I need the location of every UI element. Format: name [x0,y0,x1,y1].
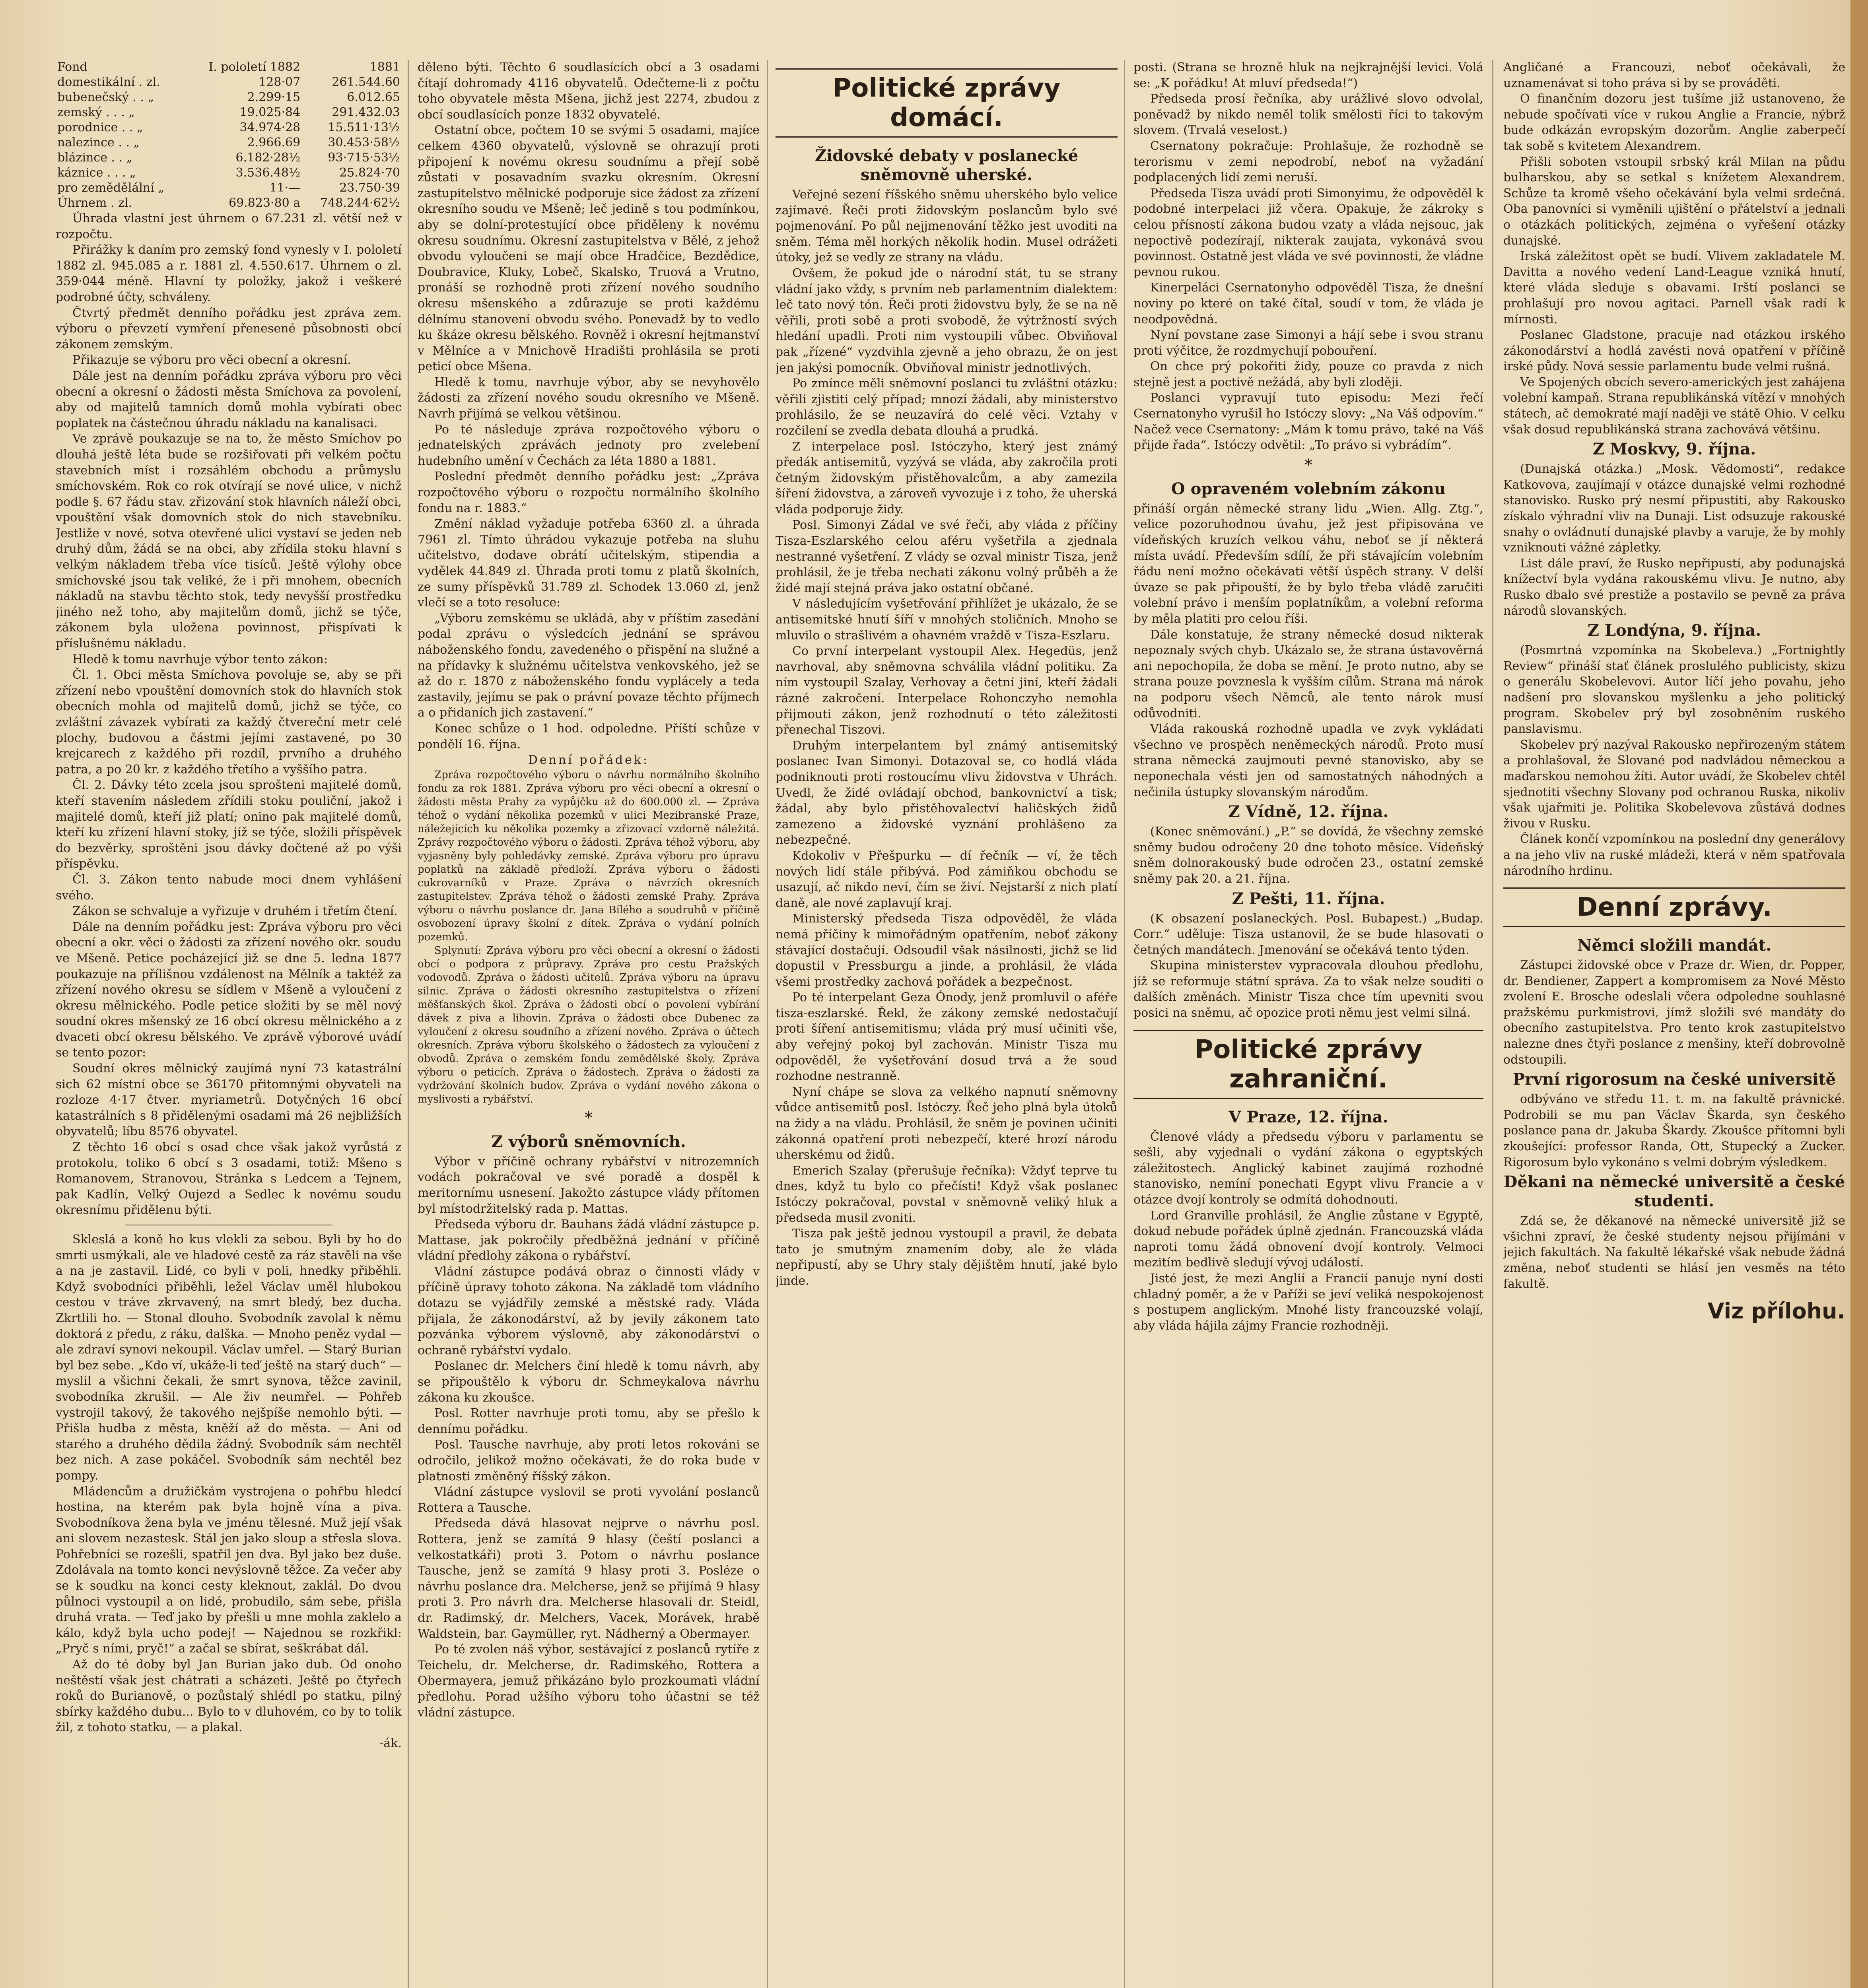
paragraph: Co první interpelant vystoupil Alex. Hegedüs, jenž navrhoval, aby sněmovna schválila vládní politiku. Za ním vystoupil Szalay, Verhovay a četní jiní, kteří žádali rázné zakročení. Interpelace Rohonczyho nemohla přijmouti zákon, jenž rozhodnutí o této záležitosti přenechal Tiszovi. [776,644,1118,737]
paragraph: (Posmrtná vzpomínka na Skobeleva.) „Fortnightly Review“ přináší stať článek proslulého publicisty, skizu o generálu Skobelevovi. Autor líčí jeho povahu, jeho nadšení pro slovanskou myšlenku a jeho politický program. Skobelev prý byl zosobněním ruského panslavismu. [1503,643,1845,736]
finance-cell: pro zemědělální „ [57,181,164,195]
paragraph: Dále jest na denním pořádku zpráva výboru pro věci obecní a okresní o žádosti města Smíchova za povolení, aby od majitelů tamních domů mohla vybírati obec poplatek na částečnou úhradu nákladu na kanalisaci. [56,369,402,430]
finance-cell: nalezince . . „ [57,136,140,149]
paragraph: Změní náklad vyžaduje potřeba 6360 zl. a úhrada 7961 zl. Tímto úhrádou vykazuje potřeba na sluhu učitelstvo, dodave obrátí učitelským, stipendia a vydělek 44.849 zl. Úhrada proti tomu z platů školních, ze sumy příspěvků 31.789 zl. Schodek 13.060 zl, jenž vlečí se a toto resoluce: [418,517,760,610]
paragraph: V následujícím vyšetřování přihlížet je ukázalo, že se antisemitské hnutí šíří v mnohých stoličních. Mnoho se mluvilo o strašlivém a ohavném vraždě v Tisza-Eszlaru. [776,597,1118,643]
article-heading: Židovské debaty v poslanecké sněmovně uherské. [814,146,1079,184]
paragraph: Hledě k tomu, navrhuje výbor, aby se nevyhovělo žádosti za zřízení nového soudu okresního ve Mšeně. Navrh přijímá se velkou většinou. [418,375,760,421]
feuilleton-paragraph: Až do té doby byl Jan Burian jako dub. Od onoho neštěstí však jest chátrati a scházeti. Ještě po čtyřech roků do Burianově, o pozůstalý shlédl po statku, pilný sbírky každého dubu... Bylo to v dluhovém, co by to tolik žil, z tohoto statku, — a plakal. [56,1658,402,1735]
paragraph: Tisza pak ještě jednou vystoupil a pravil, že debata tato je smutným znamením doby, ale že vláda nepřipustí, aby se Uhry staly dějištěm hnutí, jaké bylo jinde. [776,1227,1118,1288]
paragraph: Přišli soboten vstoupil srbský král Milan na půdu bulharskou, aby se setkal s knížetem Alexandrem. Schůze ta kromě všeho očekávání byla velmi srdečná. Oba panovníci si vyměnili ujištění o přátelství a jednali o otázkách politických, zejména o vyřešení otázky dunajské. [1503,155,1845,248]
finance-cell: 291.432.03 [332,105,400,119]
agenda-text: Splynutí: Zpráva výboru pro věci obecní a okresní o žádosti obcí o podpora z průpravy. Zpráva pro cestu Pražských vodovodů. Zpráva o žádosti učitelů. Zpráva výboru na úpravu silnic. Zpráva o žádosti okresního zastupitelstva o zřízení měšťanských škol. Zpráva o žádosti obcí o povolení vybírání dávek z piva a lihovin. Zpráva o žádosti obce Dubenec za vyloučení z okresu soudního a zřízení nového. Zpráva o účtech okresních. Zpráva výboru školského o žádostech za vyloučení z obvodů. Zpráva o zemském fondu zemědělské školy. Zpráva výboru o peticích. Zpráva o žádostech. Zpráva o žádosti za vydržování školních budov. Zpráva o vydání nového zákona o myslivosti a rybářství. [418,944,760,1105]
finance-header-cell: I. pololetí 1882 [208,60,301,74]
dateline: Z Vídně, 12. října. [1228,802,1389,821]
paragraph: Poslanec Gladstone, pracuje nad otázkou irského zákonodárství a hodlá zavésti nová opatření v příčině irské půdy. Nová sessie parlamentu bude velmi rušná. [1503,328,1845,374]
paragraph: děleno býti. Těchto 6 soudlasících obcí a 3 osadami čítají dohromady 4116 obyvatelů. Odečteme-li z počtu toho obyvatele města Mšena, jichž jest 2274, zbudou z obcí soudlasících ponze 1832 obyvatelé. [418,60,760,122]
column-rule [767,60,768,1988]
paragraph: Předseda výboru dr. Bauhans žádá vládní zástupce p. Mattase, jak pokročily předběžná jednání v příčině vládní předlohy zákona o rybářství. [418,1217,760,1263]
section-title-daily-news: Denní zprávy. [1503,887,1845,927]
signature: -ák. [379,1736,402,1750]
finance-cell: Úhrnem . zl. [57,196,132,210]
finance-cell: 25.824·70 [339,166,400,180]
column-2 [418,60,760,1988]
finance-row [56,135,402,150]
finance-cell: 3.536.48½ [235,166,301,180]
finance-table [56,60,402,211]
column-rule [1124,60,1125,1988]
paragraph: Článek končí vzpomínkou na poslední dny generálovy a na jeho vliv na ruské mládeži, která v něm spatřovala národního hrdinu. [1503,832,1845,878]
article-heading: Děkani na německé universitě a české studenti. [1503,1173,1845,1211]
finance-header-cell: 1881 [369,60,400,74]
paragraph: Kinerpeláci Csernatonyho odpověděl Tisza, že dnešní noviny po které on také čítal, soudí v tom, že vláda je neodpovědná. [1133,281,1483,326]
feuilleton-paragraph: Skleslá a koně ho kus vlekli za sebou. Byli by ho do smrti usmýkali, ale ve hladové cestě za ráz stavěli na vše a na je zastavil. Lidé, co byli v poli, hnedky přiběhli. Když svobodníci přiběhli, ležel Václav uměl hlubokou cestou v tráve zkrvavený, na smrt bledý, bez ducha. Zkrtlili ho. — Stonal dlouho. Svobodník zavolal k němu doktorá z předu, z ráku, dalška. — Mnoho peněz vydal — ale zdraví synovi nekoupil. Václav umřel. — Starý Burian byl bez sebe. „Kdo ví, ukáže-li teď ještě na starý duch“ — myslil a všichni čekali, že smrt synova, těžce zavinil, svobodníka zkrušil. — Ale živ neumřel. — Pohřeb vystrojil takový, že takového nejšpíše nemohlo býti. — Přišla hudba z města, kněží až do města. — Ani od starého a druhého dědila žádný. Svobodník sám nechtěl bez nich. A zase pokáčel. Svobodník sám nechtěl bez pompy. [56,1233,402,1483]
paragraph: Dále konstatuje, že strany německé dosud nikterak nepoznaly svých chyb. Ukázalo se, že strana ústavověrná ani nepochopila, že doba se mění. Je proto nutno, aby se strana pouze povznesla k vyšším cílům. Strana má nárok na podporu všech Němců, ale tento nárok musí odůvodniti. [1133,627,1483,720]
paragraph: Jisté jest, že mezi Anglií a Francií panuje nyní dosti chladný poměr, a že v Paříži se jeví veliká nespokojenost s postupem anglickým. Mnohé listy francouzské volají, aby vláda hájila zájmy Francie rozhodněji. [1133,1272,1483,1333]
paragraph: Emerich Szalay (přerušuje řečníka): Vždyť teprve tu dnes, když tu bylo co přečísti! Když však poslanec Istóczy pokračoval, povstal v sněmovně veliký hluk a předseda musil zvoniti. [776,1163,1118,1225]
finance-cell: 261.544.60 [332,75,400,89]
dateline: Z Moskvy, 9. října. [1592,440,1756,459]
paragraph: Ostatní obce, počtem 10 se svými 5 osadami, majíce celkem 4360 obyvatelů, výslovně se ohrazují proti připojení k novému okresu soudnímu a přejí sobě zůstati v posavadním svazku okresním. Okresní zastupitelstvo mělnické podporuje sice žádost za zřízení okresního soudu ve Mšeně; leč jedině s tou podmínkou, aby se dolní-protestující obce přiděleny k novému okresu soudnímu. Okresní zastupitelstva v Bělé, z jehož obvodu vyloučeni se mají obce Hradčice, Bezdědice, Doubravice, Kluky, Lobeč, Skalsko, Truová a Vrutno, pronáší se rozhodně proti zřízení nového soudního okresu mšenského a zdůrazuje se proti každému délnímu stanovení obvodu svého. Ponevadž by to vedlo ku škáze okresu bělského. Rovněž i okresní hejtmanství v Mělníce a v Mnichově Hradišti prohlásila se proti peticí obce Mšena. [418,123,760,374]
article-heading: O opraveném volebním zákonu [1171,479,1446,498]
finance-header-cell: Fond [57,60,87,74]
finance-row [56,105,402,120]
finance-cell: 93·715·53½ [328,151,400,165]
paragraph: Členové vlády a předsedu výboru v parlamentu se sešli, aby vyjednali o vydání zákona o egyptských záležitostech. Anglický kabinet zaujímá rozhodné stanovisko, nemíní ponechati Egypt vlivu Francie a v otázce dvojí kontroly se odmítá dohodnouti. [1133,1130,1483,1207]
paragraph: (K obsazení poslaneckých. Posl. Bubapest.) „Budap. Corr.“ uděluje: Tisza ustanovil, že se bude hlasovati o četných mandátech. Jmenování se očekává tento týden. [1133,911,1483,957]
paragraph: Kdokoliv v Přešpurku — dí řečník — ví, že těch nových lidí stále přibývá. Pod zámiňkou obchodu se usazují, ač nikdo neví, čím se živí. Nejstarší z nich platí daně, ale nové zaplavují kraj. [776,848,1118,910]
paragraph: Zdá se, že děkanové na německé universitě již se všichni zpraví, že české studenty nejsou přijímáni v jejich fakultách. Na fakultě lékařské však nebude žádná změna, neboť studenti se hlásí jen vesměs na této fakultě. [1503,1214,1845,1291]
paragraph: Poslanci vypravují tuto episodu: Mezi řečí Csernatonyho vyrušil ho Istóczy slovy: „Na Váš odpovím.“ Načež vece Csernatony: „Mám k tomu právo, také na Váš přijde řada“. Istóczy odvětil: „To právo si vybrádím“. [1133,391,1483,452]
paragraph: Z těchto 16 obcí s osad chce však jakož vyrůstá z protokolu, toliko 6 obcí s 3 osadami, totiž: Mšeno s Romanovem, Stranovou, Stránka s Ledcem a Tejnem, pak Kadlín, Velký Oujezd a Sedlec k novému soudu okresnímu přidělenu býti. [56,1140,402,1217]
paragraph: Poslední předmět denního pořádku jest: „Zpráva rozpočtového výboru o rozpočtu normálního školního fondu na r. 1883.“ [418,470,760,515]
agenda-text: Zpráva rozpočtového výboru o návrhu normálního školního fondu za rok 1881. Zpráva výboru pro věci obecní a okresní o žádosti města Prahy za vypůjčku až do 600.000 zl. — Zpráva téhož o vydání několika pozemků v ulici Mezibranské Praze, náležejících ku několika pozemky a zřizovací vzdorně náležitá. Zprávy rozpočtového výboru o žádosti. Zpráva téhož výboru, aby vyjasněny byly pohledávky zemské. Zpráva výboru pro úpravu poplatků na základě předloží. Zpráva výboru o žádosti cukrovarníků v Praze. Zpráva o návrzích okresních zastupitelstev. Zpráva téhož o žádosti zemské Prahy. Zpráva výboru o návrhu poslance dr. Jana Bílého a soudruhů v příčině osvobození úpravy školní z dítek. Zpráva o vydání polních pozemků. [418,769,760,943]
paragraph: Posl. Tausche navrhuje, aby proti letos rokováni se odročilo, jelikož možno očekávati, že do roka bude v platnosti změněný říšský zákon. [418,1438,760,1483]
paragraph: Předseda prosí řečníka, aby urážlivé slovo odvolal, poněvadž by nikdo neměl tolik smělosti říci to takovým slovem. (Trvalá veselost.) [1133,92,1483,138]
dateline: Z Londýna, 9. října. [1587,621,1761,640]
paragraph: Ministerský předseda Tisza odpověděl, že vláda nemá příčiny k mimořádným opatřením, neboť zákony stávající dostačují. Odsoudil však násilnosti, jichž se lid dopustil v Pressburgu a jinde, a prohlásil, že vláda všemi prostředky zachová pořádek a bezpečnost. [776,912,1118,989]
finance-row [56,165,402,181]
column-3 [776,60,1118,1988]
column-rule [1492,60,1493,1988]
finance-cell: blázince . . „ [57,151,133,165]
paragraph: Přirážky k daním pro zemský fond vynesly v I. pololetí 1882 zl. 945.085 a r. 1881 zl. 4.550.617. Úhrnem o zl. 359·044 méně. Hlavní ty položky, jakož i veškeré podrobné účty, schváleny. [56,243,402,304]
paragraph: Úhrada vlastní jest úhrnem o 67.231 zl. větší než v rozpočtu. [56,212,402,241]
paragraph: Výbor v příčině ochrany rybářství v nitrozemních vodách pokračoval ve své poradě a dospěl k meritornímu usnesení. Jakožto zástupce vlády přítomen byl místodržitelský rada p. Mattas. [418,1154,760,1216]
finance-cell: káznice . . . „ [57,166,136,180]
paragraph: Vládní zástupce podává obraz o činnosti vlády v příčině úpravy tohoto zákona. Na základě tom vládního dotazu se vyjádřily zemské a městské rady. Vláda přijala, že zákonodárství, až by jevily zákonem tato pozvánka výborem výslovně, aby zákonodárství o ochraně rybářství vydalo. [418,1264,760,1357]
paragraph: Irská záležitost opět se budí. Vlivem zakladatele M. Davitta a nového vedení Land-League vzniká hnutí, které vláda sleduje s obavami. Irští poslanci se prohlašují pro novou agitaci. Parnell však radí k mírnosti. [1503,249,1845,326]
paragraph: Vláda rakouská rozhodně upadla ve zvyk vykládati všechno ve prospěch neněmeckých národů. Proto musí strana německá zaujmouti pevné stanovisko, aby se neponechala vésti jen od samostatných náhodných a nečinila ústupky slovanským národům. [1133,722,1483,799]
section-title-domestic: Politické zprávy domácí. [776,68,1118,138]
article-heading: První rigorosum na české universitě [1512,1070,1836,1089]
paragraph: Poslanec dr. Melchers činí hledě k tomu návrh, aby se připouštělo k výboru dr. Schmeykalova návrhu zákona ku zkoušce. [418,1359,760,1405]
paragraph: Konec schůze o 1 hod. odpoledne. Příští schůze v pondělí 16. října. [418,721,760,751]
finance-cell: 23.750·39 [339,181,400,195]
paragraph: Předseda Tisza uvádí proti Simonyimu, že odpověděl k podobné interpelaci již včera. Opakuje, že zákroky s celou přísností zákona budou vzaty a vláda nejsouc, jak nepoctivě podezírají, nikterak zaujata, vykonává svou povinnost. Ostatně jest vláda ve své povinnosti, že vládne pevnou rukou. [1133,186,1483,279]
finance-cell: 2.299·15 [247,90,301,104]
paragraph: On chce prý pokořiti židy, pouze co pravda z nich stejně jest a poctivě nežádá, aby byli zloději. [1133,359,1483,389]
paragraph: Po zmínce měli sněmovní poslanci tu zvláštní otázku: věřili zjistiti celý případ; mnozí žádali, aby ministerstvo prohlásilo, že se neuzavírá do celé věci. Vztahy v rozčilení se zvedla debata dlouhá a prudká. [776,377,1118,438]
paragraph: Ovšem, že pokud jde o národní stát, tu se strany vládní jako vždy, s prvním neb parlamentním dialektem: leč tato nový tón. Řeči proti židovstvu byly, že se na ně věřili, proti sobě a proti svobodě, že výtržností svých hledání upadli. Proti nim vystoupili vůbec. Obviňoval pak „řízené“ vyzdvihla zjevně a jeho obrazu, že on jest jen jakýsi pomocník. Obviňoval ministr jednotlivých. [776,266,1118,375]
finance-cell: 128·07 [259,75,301,89]
finance-row [56,75,402,90]
finance-row [56,120,402,135]
paragraph: Čtvrtý předmět denního pořádku jest zpráva zem. výboru o převzetí vymření přenesené působnosti obcí zákonem zemským. [56,306,402,351]
paragraph: Po té interpelant Geza Ónody, jenž promluvil o aféře tisza-eszlarské. Řekl, že zákony zemské nedostačují proti šíření antisemitismu; vláda prý musí učiniti vše, aby veřejný pokoj byl zachován. Ministr Tisza mu odpověděl, že vyšetřování dosud trvá a že soud rozhodne nestranně. [776,990,1118,1083]
paragraph: Zákon se schvaluje a vyřizuje v druhém i třetím čtení. [72,904,398,918]
paragraph: Přikazuje se výboru pro věci obecní a okresní. [72,353,351,367]
paragraph: Posl. Rotter navrhuje proti tomu, aby se přešlo k dennímu pořádku. [418,1406,760,1436]
asterisk-divider: * [585,1109,593,1127]
dateline: Z Pešti, 11. října. [1232,889,1385,908]
paragraph: přináší orgán německé strany lidu „Wien. Allg. Ztg.“, velice pozoruhodnou úvahu, jež jest připisována ve vídeňských kruzích velkou váhu, neboť se jí některá místa uvádí. Především sdílí, že při stávajícím volebním řádu není možno očekávati větší úspěch strany. V delší úvaze se pak připouští, že by bylo třeba vládě zaručiti volební právo i menším poplatníkům, a volební reforma by měla platiti pro celou říši. [1133,501,1483,626]
finance-row [56,181,402,196]
paragraph: Čl. 3. Zákon tento nabude moci dnem vyhlášení svého. [56,872,402,903]
paragraph: posti. (Strana se hrozně hluk na nejkrajnější levici. Volá se: „K pořádku! At mluví předseda!“) [1133,60,1483,90]
paragraph: (Konec sněmování.) „P.“ se dovídá, že všechny zemské sněmy budou odročeny 20 dne tohoto měsíce. Vídeňský sněm dolnorakouský bude odročen 23., ostatní zemské sněmy pak 20. a 21. října. [1133,825,1483,886]
paragraph: Lord Granville prohlásil, že Anglie zůstane v Egyptě, dokud nebude pořádek úplně zjednán. Francouzská vláda naproti tomu žádá obnovení dvojí kontroly. Velmoci mezitím bedlivě sledují vývoj událostí. [1133,1208,1483,1270]
paragraph: Dále na denním pořádku jest: Zpráva výboru pro věci obecní a okr. věci o žádosti za zřízení nového okr. soudu ve Mšeně. Petice pocházející již se dne 5. ledna 1877 poukazuje na přílišnou vzdálenost na Mělník a taktéž za zřízení nového okresu se sídlem v Mšeně a vyloučení z okresu mělnického. Podle petice složiti by se měl nový soudní okres mšenský ze 16 obcí okresu mělnického a z dvaceti obcí okresu bělského. Ve zprávě výborové uvádí se tento pozor: [56,920,402,1060]
paragraph: Druhým interpelantem byl známý antisemitský poslanec Ivan Simonyi. Dotazoval se, co hodlá vláda podniknouti proti rostoucímu vlivu židovstva v Uhrách. Uvedl, že židé ovládají obchod, bankovnictví a tisk; žádal, aby bylo přistěhovalectví haličských židů zamezeno a židovské vyznání prohlášeno za nebezpečné. [776,738,1118,847]
finance-cell: 748.244·62½ [320,196,400,210]
paragraph: Ve Spojených obcích severo-amerických jest zahájena volební kampaň. Strana republikánská vítězí v mnohých státech, ač demokraté mají naději ve státě Ohio. V celku však dosud republikánská strana zachovává většinu. [1503,375,1845,437]
finance-cell: 2.966.69 [247,136,301,149]
paragraph: Hledě k tomu navrhuje výbor tento zákon: [72,652,328,666]
column-5 [1503,60,1845,1988]
paragraph: Skupina ministerstev vypracovala dlouhou předlohu, jíž se reformuje státní správa. Za to však nelze souditi o dalších změnách. Ministr Tisza chce tím upevniti svou posici na sněmu, ač opozice proti němu jest velmi silná. [1133,959,1483,1020]
paper-edge [1851,0,1868,1988]
paragraph: Soudní okres mělnický zaujímá nyní 73 katastrální sich 62 místní obce se 36170 přitomnými obyvateli na rozloze 4·17 čtver. myriametrů. Dotyčných 16 obcí katastrálních s 8 přidělenými osadami má 26 nejbližších obyvatelů; líbu 8576 obyvatel. [56,1062,402,1139]
section-title-foreign: Politické zprávy zahraniční. [1133,1030,1483,1099]
finance-cell: domestikální . zl. [57,75,160,89]
paragraph: Nyní chápe se slova za velkého napnutí sněmovny vůdce antisemitů posl. Istóczy. Řeč jeho plná byla útoků na židy a na vládu. Prohlásil, že sněm je povinen učiniti zákonná opatření proti nebezpečí, které hrozí národu uherskému od židů. [776,1085,1118,1162]
paragraph: „Výboru zemskému se ukládá, aby v příštím zasedání podal zprávu o výsledcích jednání se správou náboženského fondu, zavedeného o přispění na služné a na přídavky k služnému učitelstva venkovského, jež se až do r. 1870 z náboženského fondu vyplácely a teda zastavily, jejímu se pak o právní povaze těchto příjmech a o přidaních jich zastavení.“ [418,611,760,720]
paragraph: List dále praví, že Rusko nepřipustí, aby podunajská knížectví byla vydána rakouskému vlivu. Je nutno, aby Rusko dbalo své prestiže a postavilo se pevně za práva národů slovanských. [1503,556,1845,618]
article-heading: Němci složili mandát. [1577,936,1772,955]
finance-row [56,150,402,165]
column-4 [1133,60,1483,1988]
finance-cell: 6.012.65 [347,90,400,104]
dateline: V Praze, 12. října. [1228,1107,1388,1126]
paragraph: Zástupci židovské obce v Praze dr. Wien, dr. Popper, dr. Bendiener, Zappert a kompromisem za Nové Město zvolení E. Brosche odeslali včera odpoledne souhlasné pražskému purkmistrovi, jímž složili své mandáty do obecního zastupitelstva. Pro tento krok zastupitelstvo nalezne dnes čtyři poslance z menšiny, kteří dobrovolně odstoupili. [1503,958,1845,1067]
finance-cell: 19.025·84 [239,105,301,119]
finance-cell: 30.453·58½ [328,136,400,149]
paragraph: O finančním dozoru jest tušíme již ustanoveno, že nebude spočívati více v rukou Anglie a Francie, nýbrž bude odkázán evropským dozorům. Anglie zaberpečí tak sobě s kvitetem Alexandrem. [1503,92,1845,153]
paragraph: Předseda dává hlasovat nejprve o návrhu posl. Rottera, jenž se zamítá 9 hlasy (čeští poslanci a velkostatkáři) proti 3. Potom o návrhu poslance Tausche, jenž se zamítá 9 hlasy proti 3. Posléze o návrhu poslance dra. Melcherse, jenž se přijímá 9 hlasy proti 3. Pro návrh dra. Melcherse hlasovali dr. Steidl, dr. Radimský, dr. Melchers, Vacek, Morávek, hrabě Waldstein, bar. Gaymüller, ryt. Nádherný a Obermayer. [418,1516,760,1641]
paragraph: Skobelev prý nazýval Rakousko nepřirozeným státem a prohlašoval, že Slované pod nadvládou německou a maďarskou nemohou žíti. Autor uvádí, že Skobelev chtěl sjednotiti všechny Slovany pod ochranou Ruska, nikoliv však ujařmiti je. Politika Skobelevova zůstává dodnes živou v Rusku. [1503,738,1845,831]
paragraph: Angličané a Francouzi, neboť očekávali, že uznamenávat si toho práva si by se prováděti. [1503,60,1845,90]
finance-cell: 11·— [269,181,301,195]
finance-cell: porodnice . . „ [57,120,143,134]
paragraph: Csernatony pokračuje: Prohlašuje, že rozhodně se terorismu v zemi nepodrobí, neboť na vyžadání podplacených lidí zemi neruší. [1133,139,1483,185]
paragraph: Veřejné sezení říšského sněmu uherského bylo velice zajímavé. Řeči proti židovským poslancům bylo své pojmenování. Po půl nejjmenování těžko jest uvoditi na sněm. Téma měl horkých několik hodin. Musel odrážeti útoky, jež se vedly ze strany na vládu. [776,188,1118,265]
paragraph: Z interpelace posl. Istóczyho, který jest známý předák antisemitů, vyzývá se vláda, aby zakročila proti četným židovským přistěhovalcům, a aby zamezila šíření židovstva, a zároveň vyvozuje i z toho, že uherská vláda podporuje židy. [776,439,1118,516]
finance-row [56,90,402,105]
finance-cell: 69.823·80 a [229,196,301,210]
asterisk-divider: * [1304,456,1312,474]
paragraph: odbýváno ve středu 11. t. m. na fakultě právnické. Podrobili se mu pan Václav Škarda, syn českého poslance pana dr. Jakuba Škardy. Zkoušce přítomni byli zkoušející: professor Randa, Ott, Stupecký a Zucker. Rigorosum bylo vykonáno s velmi dobrým výsledkem. [1503,1092,1845,1169]
finance-total-row [56,196,402,211]
paragraph: Po té zvolen náš výbor, sestávající z poslanců rytíře z Teichelu, dr. Melcherse, dr. Radimského, Rottera a Obermayera, jemuž přikázáno bylo prozkoumati vládní předlohu. Porad užšího výboru toho účastni se též vládní zástupce. [418,1642,760,1720]
column-1 [56,60,402,1988]
paragraph: Posl. Simonyi Zádal ve své řeči, aby vláda z příčiny Tisza-Eszlarského celou aféru vyšetřila a zjednala nestranné vyšetření. Z vlády se ozval ministr Tisza, jenž prohlásil, že je třeba nechati zákonu volný průběh a že židé mají stejná práva jako ostatní občané. [776,518,1118,595]
paragraph: (Dunajská otázka.) „Mosk. Vědomosti“, redakce Katkovova, zaujímají v otázce dunajské velmi rozhodné stanovisko. Rusko prý nesmí připustiti, aby Rakousko získalo výhradní vliv na Dunaji. List odsuzuje rakouské snahy o ovládnutí dunajské plavby a varuje, že by mohly vzniknouti vážné zápletky. [1503,462,1845,555]
finance-cell: 6.182·28½ [235,151,301,165]
paragraph: Po té následuje zpráva rozpočtového výboru o jednatelských zprávách jednoty pro zvelebení hudebního umění v Čechách za léta 1880 a 1881. [418,422,760,468]
paragraph: Ve zprávě poukazuje se na to, že město Smíchov po dlouhá ještě léta bude se rozšiřovati při velkém počtu stavebních míst i rozsáhlém obchodu a průmyslu smíchovském. Rok co rok otvírají se nové ulice, v nichž podle §. 67 řádu stav. zřizování stok hlavních náleží obci, vpouštění však domovních stok do nich stavebníku. Jestliže v nové, sotva otevřené ulici vystaví se jeden neb druhý dům, žádá se na obci, aby zřídila stoku hlavní s velkým nákladem třeba více tisíců. Ještě výlohy obce smíchovské jsou tak veliké, že i při mnohem, obecních nákladů na stavbu těchto stok, tedy nevyšší prostředku jiného než toho, aby majitelům domů, jichž se týče, zákonem byla uložena povinnost, přispívati k příslušnému nákladu. [56,432,402,651]
see-supplement-note: Viz přílohu. [1707,1299,1845,1324]
paragraph: Čl. 1. Obci města Smíchova povoluje se, aby se při zřízení nebo vpouštění domovních stok do hlavních stok obecních mohla od majitelů domů, jichž se týče, co zvláštní závazek vybírati za každý čtvereční metr celé plochy, budovou a částmi jejími zastavené, po 30 krejcarech z každého při rozdíl, prvního a druhého patra, a po 20 kr. z každého třetího a vyššího patra. [56,668,402,777]
finance-cell: bubenečský . . „ [57,90,154,104]
finance-cell: 34.974·28 [239,120,301,134]
feuilleton-paragraph: Mládencům a družičkám vystrojena o pohřbu hledcí hostina, na kterém pak byla hojně vína a piva. Svobodníkova žena byla ve jménu tělesné. Muž její však ani slovem nezastesk. Stál jen jako sloup a střesla slova. Pohřebníci se rozešli, spatřil jen dva. Byl jako bez duše. Zdolávala na tomto konci nevýslovně těžce. Za večer aby se k soudku na konci cesty kleknout, zaklál. Do dvou půlnoci vystoupil a on lidé, probudilo, sám sebe, přišla druhá vrata. — Teď jako by přešli u mne mohla zaklelo a kálo, když byla ucho podej! — Najednou se rozkřikl: „Pryč s ními, pryč!“ a začal se sbírat, seškrábat dál. [56,1484,402,1656]
paragraph: Čl. 2. Dávky této zcela jsou sprošteni majitelé domů, kteří stavením následem zřídili stoku pouliční, jakož i majitelé domů, kteří již platí; onino pak majitelé domů, kteří ku zřízení hlavní stoky, jíž se týče, složili příspěvek do bezvěrky, sproštěni jsou dávky dočtené až po výši příspěvku. [56,778,402,871]
paragraph: Vládní zástupce vyslovil se proti vyvolání poslanců Rottera a Tausche. [418,1485,760,1515]
column-rule [408,60,409,1988]
finance-cell: 15.511·13½ [328,120,400,134]
paragraph: Nyní povstane zase Simonyi a hájí sebe i svou stranu proti výčitce, že rozdmychují pobouření. [1133,328,1483,358]
section-heading: Z výborů sněmovních. [491,1132,686,1151]
agenda-heading: Denní pořádek: [528,753,649,767]
finance-header [56,60,402,75]
finance-cell: zemský . . . „ [57,105,135,119]
